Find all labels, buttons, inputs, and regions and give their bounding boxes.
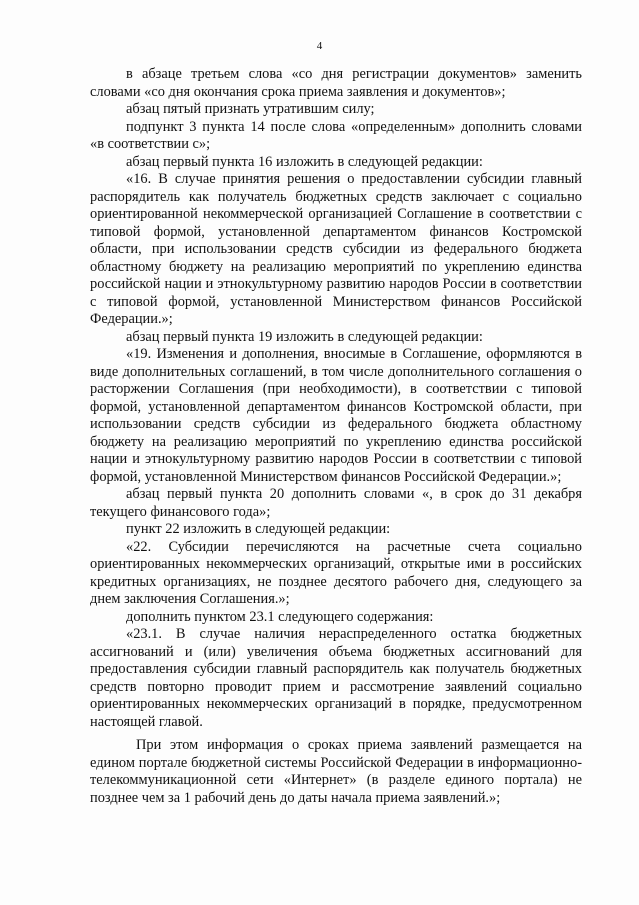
document-body [90, 66, 582, 807]
paragraph-9: пункт 22 изложить в следующей редакции: [126, 521, 391, 537]
page-number: 4 [316, 40, 323, 52]
paragraph-12: «23.1. В случае наличия нераспределенного остатка бюджетных ассигнований и (или) увеличения объема бюджетных ассигнований для предоставления субсидии главный распорядитель как получатель бюджетных средств повторно проводит прием и рассмотрение заявлений социально ориентированных некоммерческих организаций в порядке, предусмотренном настоящей главой. [90, 626, 582, 730]
paragraph-4: абзац первый пункта 16 изложить в следующей редакции: [126, 153, 483, 170]
paragraph-3: подпункт 3 пункта 14 после слова «определенным» дополнить словами «в соответствии с»; [90, 118, 582, 152]
paragraph-6: абзац первый пункта 19 изложить в следующей редакции: [126, 328, 483, 345]
paragraph-13: При этом информация о сроках приема заявлений размещается на едином портале бюджетной системы Российской Федерации в информационно-телекоммуникационной сети «Интернет» (в разделе единого портала) не позднее чем за 1 рабочий день до даты начала приема заявлений.»; [90, 737, 582, 806]
paragraph-10: «22. Субсидии перечисляются на расчетные счета социально ориентированных некоммерческих организаций, открытые ими в российских кредитных организациях, не позднее десятого рабочего дня, следующего за днем заключения Соглашения.»; [90, 538, 582, 607]
paragraph-11: дополнить пунктом 23.1 следующего содержания: [126, 608, 434, 625]
paragraph-5: «16. В случае принятия решения о предоставлении субсидии главный распорядитель как получатель бюджетных средств заключает с социально ориентированной некоммерческой организацией Соглашение в соответствии с типовой формой, установленной департаментом финансов Костромской области, при использовании средств субсидии из федерального бюджета областному бюджету на реализацию мероприятий по укреплению единства российской нации и этнокультурному развитию народов России в соответствии с типовой формой, установленной Министерством финансов Российской Федерации.»; [90, 171, 582, 327]
paragraph-7: «19. Изменения и дополнения, вносимые в Соглашение, оформляются в виде дополнительных соглашений, в том числе дополнительного соглашения о расторжении Соглашения (при необходимости), в соответствии с типовой формой, установленной департаментом финансов Костромской области, при использовании средств субсидии из федерального бюджета областному бюджету на реализацию мероприятий по укреплению единства российской нации и этнокультурному развитию народов России в соответствии с типовой формой, установленной Министерством финансов Российской Федерации.»; [90, 346, 582, 485]
paragraph-2: абзац пятый признать утратившим силу; [126, 101, 375, 117]
paragraph-8: абзац первый пункта 20 дополнить словами «, в срок до 31 декабря текущего финансового года»; [90, 486, 582, 520]
paragraph-1: в абзаце третьем слова «со дня регистрации документов» заменить словами «со дня окончания срока приема заявления и документов»; [90, 66, 582, 100]
